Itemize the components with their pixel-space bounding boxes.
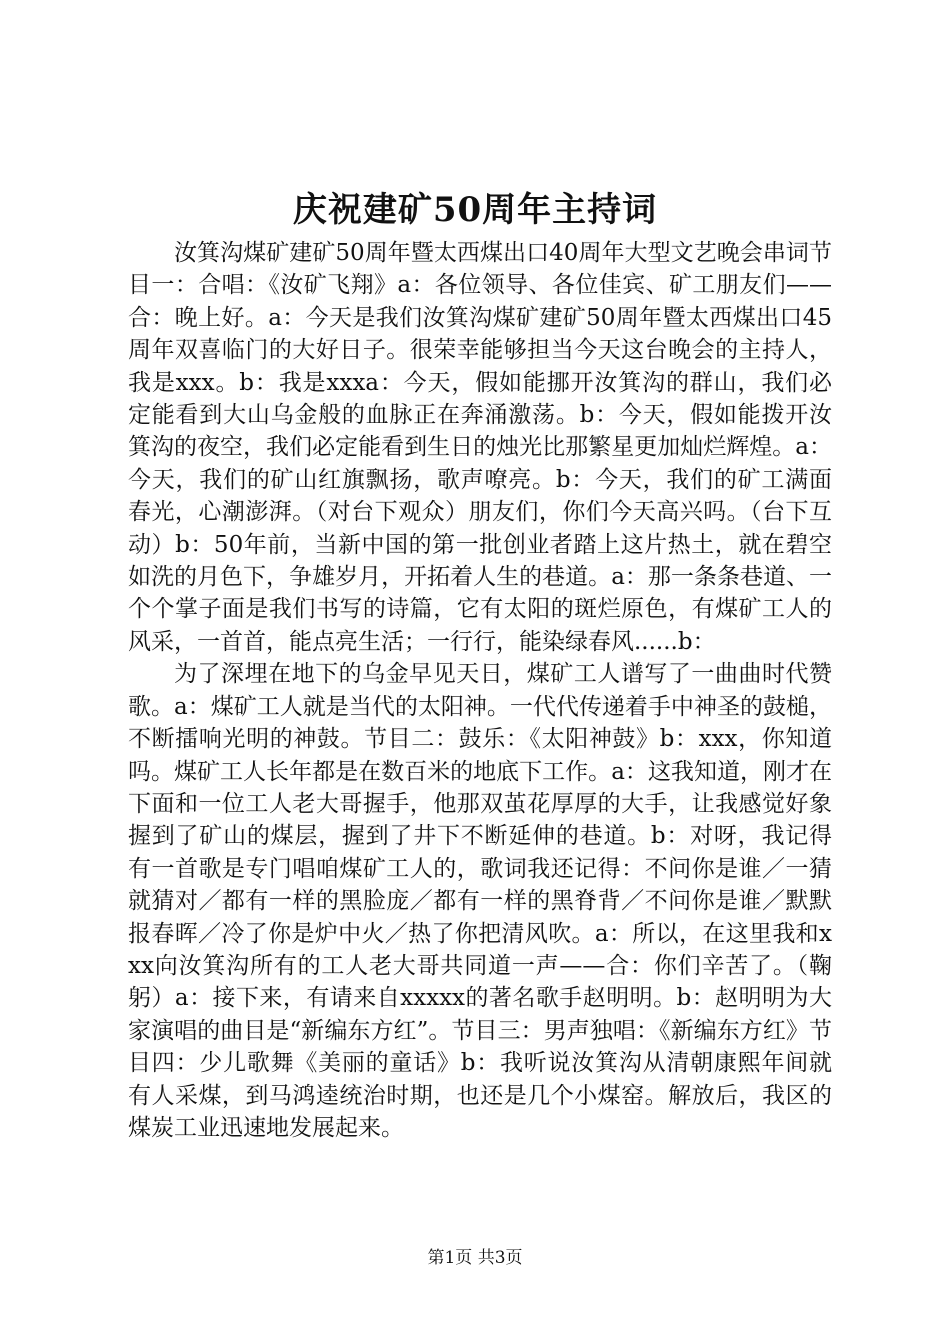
document-body [128, 237, 832, 1144]
paragraph-1: 汝箕沟煤矿建矿50周年暨太西煤出口40周年大型文艺晚会串词节目一：合唱：《汝矿飞翔》a：各位领导、各位佳宾、矿工朋友们——合：晚上好。a：今天是我们汝箕沟煤矿建矿50周年暨太西煤出口45周年双喜临门的大好日子。很荣幸能够担当今天这台晚会的主持人，我是xxx。b：我是xxxa：今天，假如能挪开汝箕沟的群山，我们必定能看到大山乌金般的血脉正在奔涌激荡。b：今天，假如能拨开汝箕沟的夜空，我们必定能看到生日的烛光比那繁星更加灿烂辉煌。a：今天，我们的矿山红旗飘扬，歌声嘹亮。b：今天，我们的矿工满面春光，心潮澎湃。（对台下观众）朋友们，你们今天高兴吗。（台下互动）b：50年前，当新中国的第一批创业者踏上这片热土，就在碧空如洗的月色下，争雄岁月，开拓着人生的巷道。a：那一条条巷道、一个个掌子面是我们书写的诗篇，它有太阳的斑烂原色，有煤矿工人的风采，一首首，能点亮生活；一行行，能染绿春风......b： [128, 240, 832, 655]
document-title: 庆祝建矿50周年主持词 [292, 190, 658, 230]
page-number-footer: 第1页 共3页 [427, 1248, 523, 1268]
paragraph-2: 为了深埋在地下的乌金早见天日，煤矿工人谱写了一曲曲时代赞歌。a：煤矿工人就是当代的太阳神。一代代传递着手中神圣的鼓槌，不断擂响光明的神鼓。节目二：鼓乐：《太阳神鼓》b：xxx，你知道吗。煤矿工人长年都是在数百米的地底下工作。a：这我知道，刚才在下面和一位工人老大哥握手，他那双茧花厚厚的大手，让我感觉好象握到了矿山的煤层，握到了井下不断延伸的巷道。b：对呀，我记得有一首歌是专门唱咱煤矿工人的，歌词我还记得：不问你是谁／一猜就猜对／都有一样的黑脸庞／都有一样的黑脊背／不问你是谁／默默报春晖／冷了你是炉中火／热了你把清风吹。a：所以，在这里我和xxx向汝箕沟所有的工人老大哥共同道一声——合：你们辛苦了。（鞠躬）a：接下来，有请来自xxxxx的著名歌手赵明明。b：赵明明为大家演唱的曲目是“新编东方红”。节目三：男声独唱：《新编东方红》节目四：少儿歌舞《美丽的童话》b：我听说汝箕沟从清朝康熙年间就有人采煤，到马鸿逵统治时期，也还是几个小煤窑。解放后，我区的煤炭工业迅速地发展起来。 [128, 661, 832, 1141]
